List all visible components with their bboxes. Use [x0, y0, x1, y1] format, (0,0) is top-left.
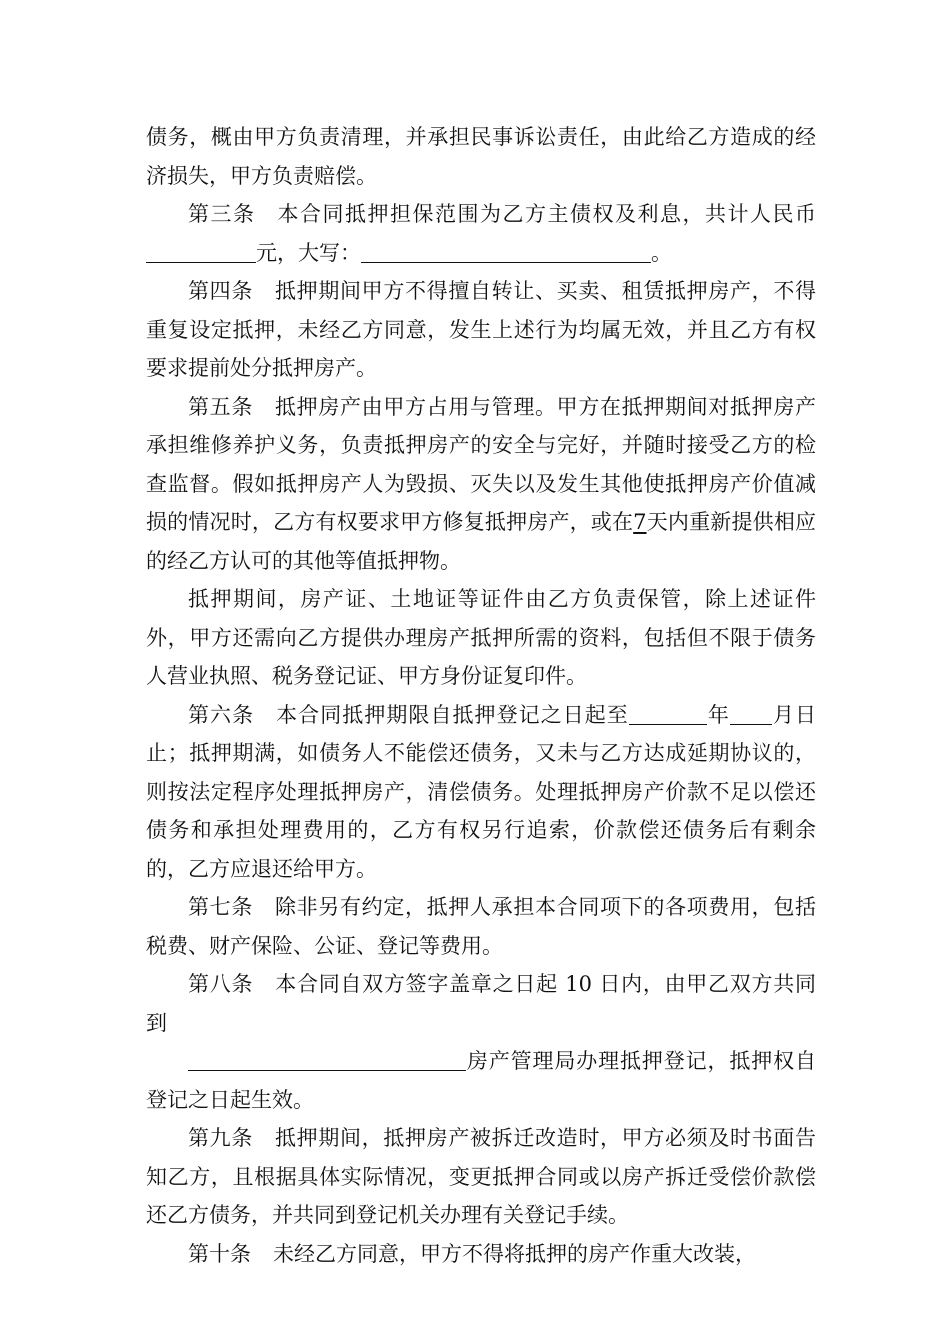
article-number: 第十条 [188, 1241, 251, 1266]
paragraph-text: 。 [651, 240, 672, 265]
paragraph-text: 房产管理局办理抵押登记，抵押权自登记之日起生效。 [146, 1049, 816, 1112]
article-3-paragraph [146, 195, 816, 272]
article-number: 第七条 [188, 895, 253, 919]
paragraph-text: 抵押期间，抵押房产被拆迁改造时，甲方必须及时书面告知乙方，且根据具体实际情况，变更抵押合同或以房产拆迁受偿价款偿还乙方债务，并共同到登记机关办理有关登记手续。 [146, 1126, 816, 1227]
paragraph-text: 元，大写： [256, 240, 361, 265]
article-number: 第六条 [188, 702, 255, 727]
paragraph-text: 天内重新提供相应的经乙方认可的其他等值抵押物。 [146, 510, 816, 573]
paragraph-text: 抵押房产由甲方占用与管理。甲方在抵押期间对抵押房产承担维修养护义务，负责抵押房产的安全与完好，并随时接受乙方的检查监督。假如抵押房产人为毁损、灭失以及发生其他使抵押房产价值减损的情况时，乙方有权要求甲方修复抵押房产，或在 [146, 394, 816, 534]
article-number: 第四条 [188, 279, 253, 303]
article-number: 第三条 [188, 202, 256, 226]
article-number: 第八条 [188, 972, 254, 996]
article-9-paragraph [146, 1119, 816, 1235]
paragraph-text: 未经乙方同意，甲方不得将抵押的房产作重大改装， [273, 1241, 756, 1266]
paragraph-text: 本合同抵押期限自抵押登记之日起至 [276, 702, 629, 727]
paragraph-text: 债务，概由甲方负责清理，并承担民事诉讼责任，由此给乙方造成的经济损失，甲方负责赔偿。 [146, 125, 816, 188]
article-7-paragraph [146, 888, 816, 965]
amount-blank [146, 238, 256, 263]
article-8-paragraph [146, 965, 816, 1042]
article-4-paragraph [146, 272, 816, 388]
housing-office-blank [188, 1046, 466, 1071]
contract-body [146, 118, 816, 1273]
paragraph-text: 除非另有约定，抵押人承担本合同项下的各项费用，包括税费、财产保险、公证、登记等费用。 [146, 895, 816, 958]
year-blank [629, 700, 707, 725]
article-6-paragraph [146, 696, 816, 889]
paragraph-text: 本合同自双方签字盖章之日起 10 日内，由甲乙双方共同到 [146, 972, 816, 1035]
article-5-paragraph [146, 388, 816, 581]
article-number: 第九条 [188, 1126, 253, 1150]
days-value: 7 [633, 510, 647, 534]
document-custody-paragraph [146, 580, 816, 696]
article-number: 第五条 [188, 394, 253, 419]
paragraph-text: 抵押期间，房产证、土地证等证件由乙方负责保管，除上述证件外，甲方还需向乙方提供办理房产抵押所需的资料，包括但不限于债务人营业执照、税务登记证、甲方身份证复印件。 [146, 587, 816, 688]
article-8-continuation [146, 1042, 816, 1119]
month-blank [730, 700, 772, 725]
month-label: 月 [771, 702, 796, 727]
paragraph-text: 本合同抵押担保范围为乙方主债权及利息，共计人民币 [277, 202, 816, 226]
year-label: 年 [706, 702, 730, 727]
paragraph-text: 抵押期间甲方不得擅自转让、买卖、租赁抵押房产，不得重复设定抵押，未经乙方同意，发生上述行为均属无效，并且乙方有权要求提前处分抵押房产。 [146, 279, 816, 380]
paragraph-text: 日止；抵押期满，如债务人不能偿还债务，又未与乙方达成延期协议的，则按法定程序处理抵押房产，清偿债务。处理抵押房产价款不足以偿还债务和承担处理费用的，乙方有权另行追索，价款偿还债务后有剩余的，乙方应退还给甲方。 [146, 702, 817, 881]
article-10-paragraph [146, 1235, 816, 1274]
paragraph-debt-liability [146, 118, 816, 195]
amount-in-words-blank [361, 238, 651, 263]
